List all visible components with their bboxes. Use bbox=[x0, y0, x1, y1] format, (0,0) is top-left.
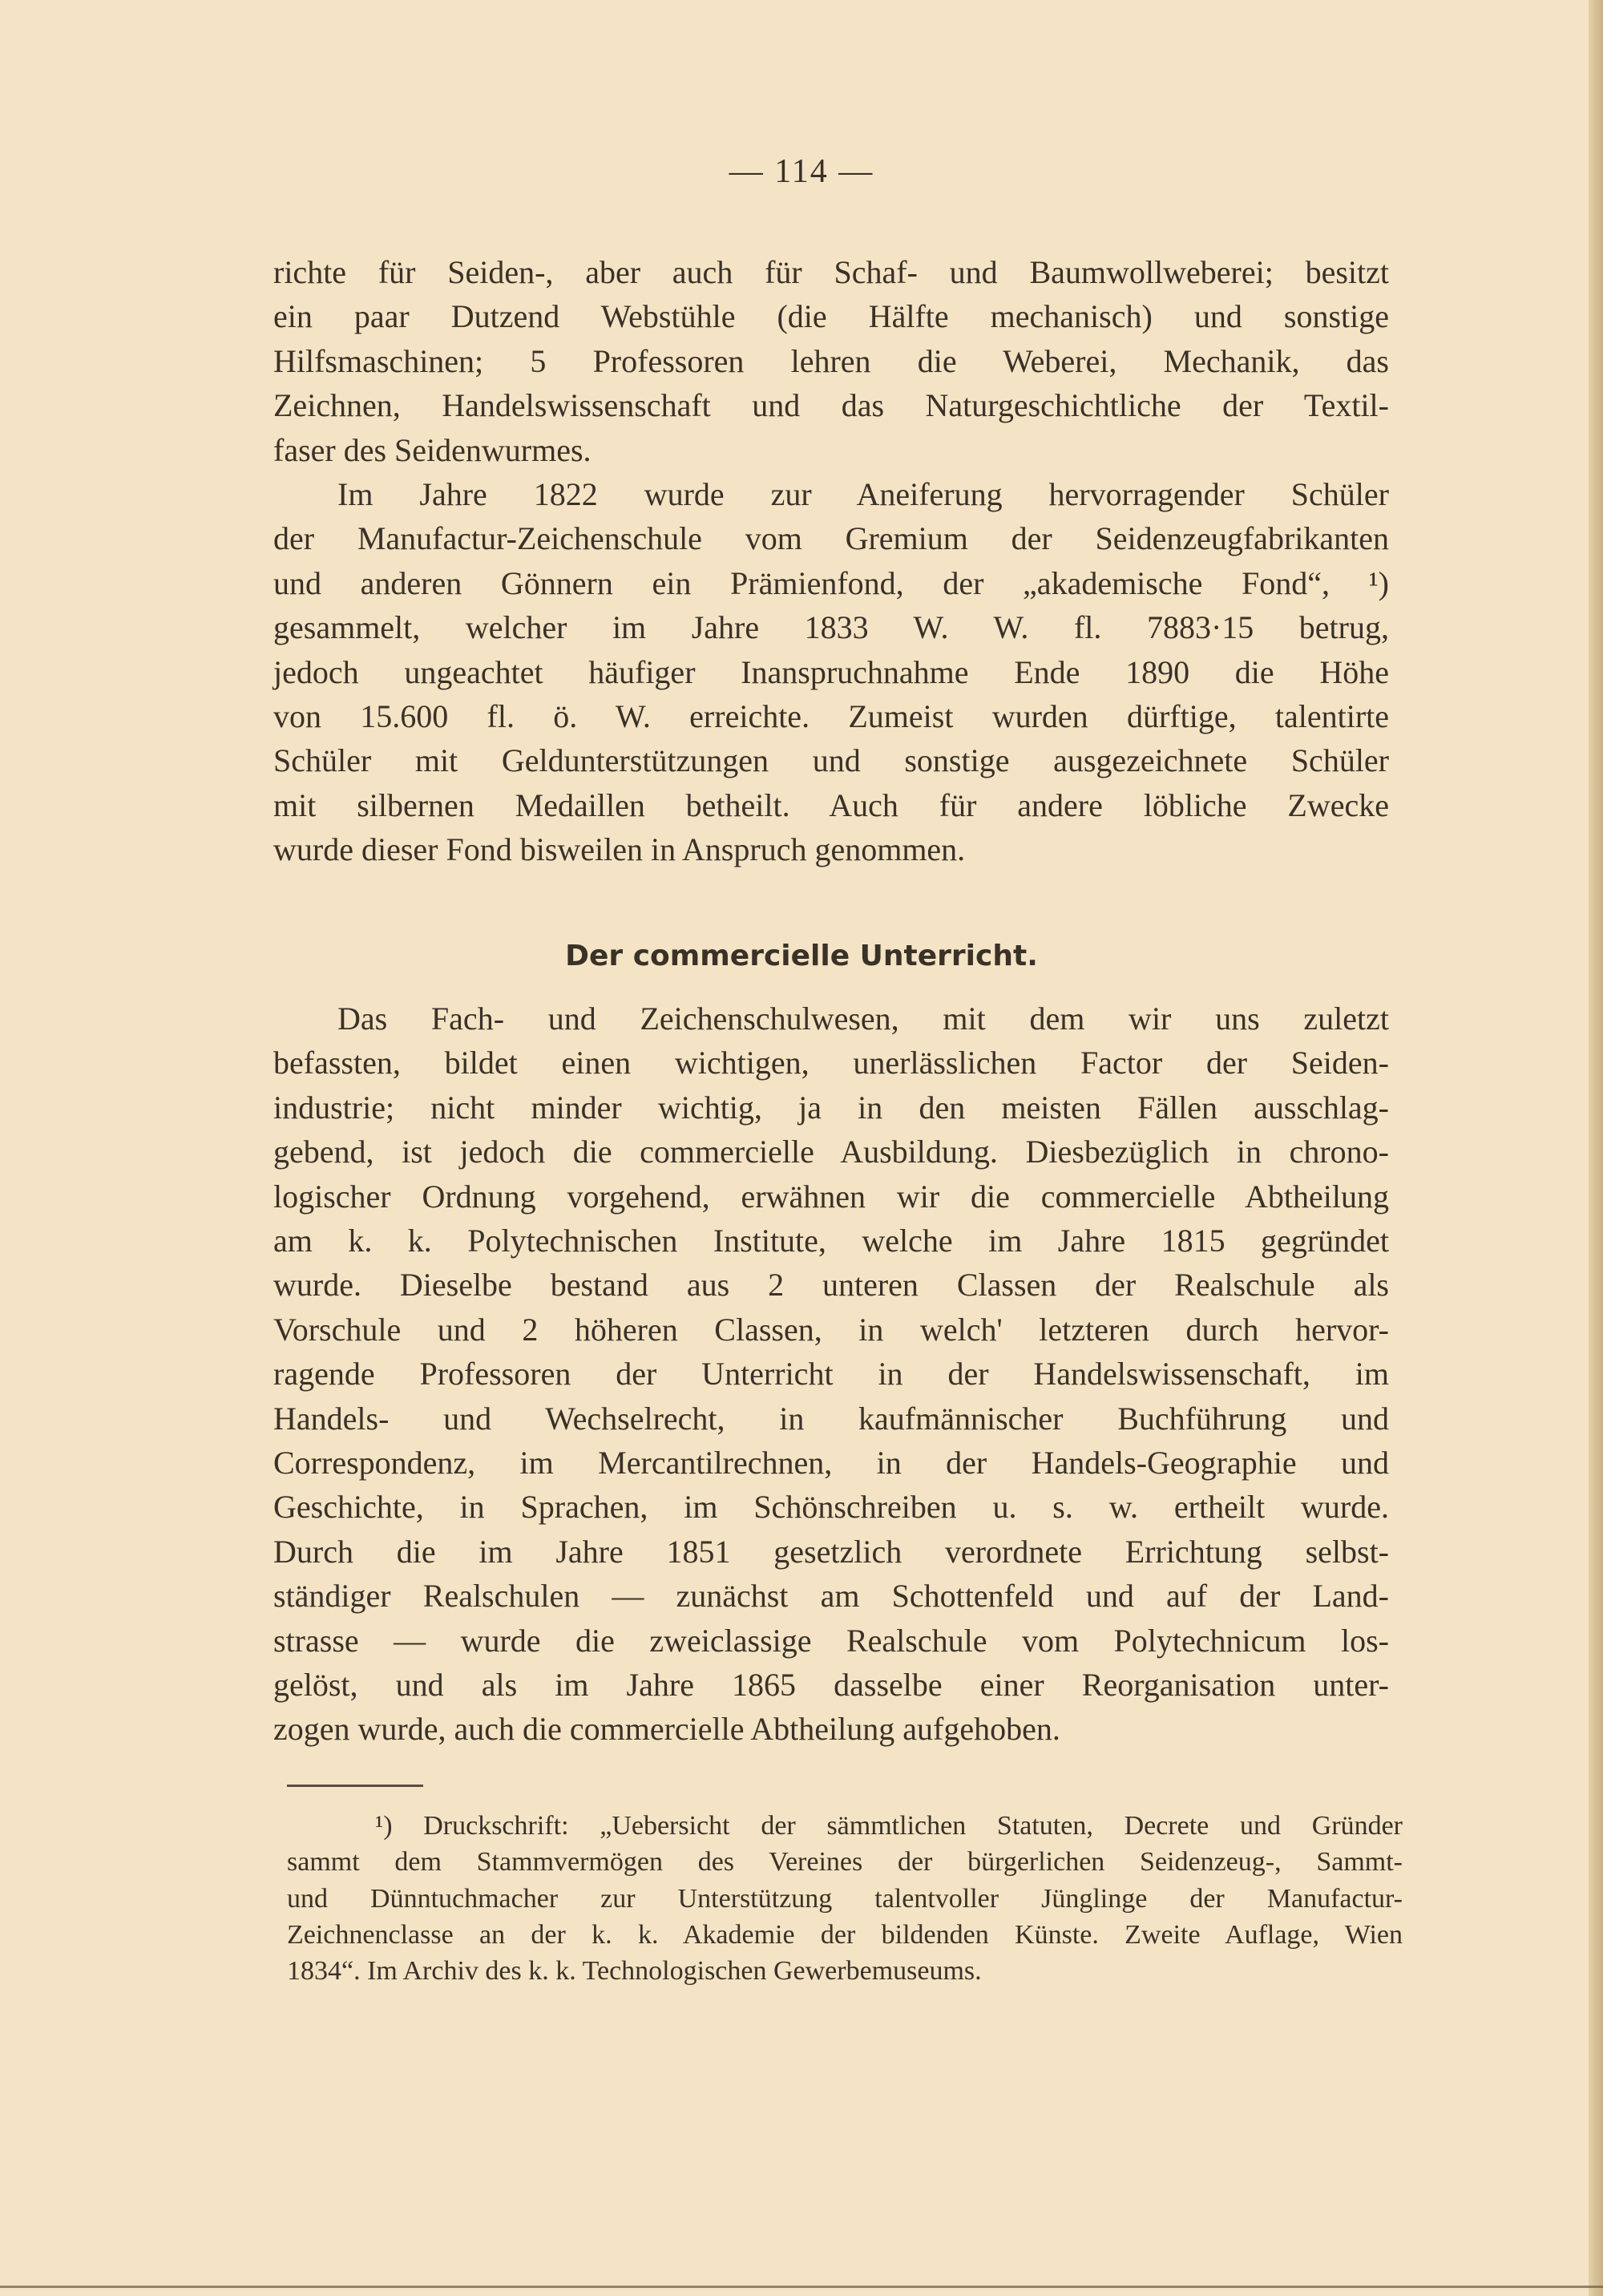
text-line: am k. k. Polytechnischen Institute, welche im Jahre 1815 gegründet bbox=[273, 1223, 1389, 1259]
footnote-line: sammt dem Stammvermögen des Vereines der bürgerlichen Seidenzeug-, Sammt- bbox=[287, 1847, 1403, 1878]
text-line: Vorschule und 2 höheren Classen, in welch' letzteren durch hervor- bbox=[273, 1311, 1389, 1348]
text-line: gesammelt, welcher im Jahre 1833 W. W. fl. 7883·15 betrug, bbox=[273, 609, 1389, 646]
text-line: ein paar Dutzend Webstühle (die Hälfte mechanisch) und sonstige bbox=[273, 298, 1389, 335]
text-line: wurde. Dieselbe bestand aus 2 unteren Classen der Realschule als bbox=[273, 1267, 1389, 1304]
text-line: industrie; nicht minder wichtig, ja in den meisten Fällen ausschlag- bbox=[273, 1089, 1389, 1126]
text-line: jedoch ungeachtet häufiger Inanspruchnahme Ende 1890 die Höhe bbox=[273, 653, 1389, 690]
text-line: richte für Seiden-, aber auch für Schaf- und Baumwollweberei; besitzt bbox=[273, 254, 1389, 290]
text-line: gebend, ist jedoch die commercielle Ausbildung. Diesbezüglich in chrono- bbox=[273, 1134, 1389, 1170]
text-line: Handels- und Wechselrecht, in kaufmännischer Buchführung und bbox=[273, 1400, 1389, 1437]
text-line: und anderen Gönnern ein Prämienfond, der „akademische Fond“, ¹) bbox=[273, 564, 1389, 601]
footnote-line: Zeichnenclasse an der k. k. Akademie der bildenden Künste. Zweite Auflage, Wien bbox=[287, 1919, 1403, 1950]
footnote-line: 1834“. Im Archiv des k. k. Technologischen Gewerbemuseums. bbox=[287, 1956, 982, 1987]
text-line: ständiger Realschulen — zunächst am Schottenfeld und auf der Land- bbox=[273, 1578, 1389, 1615]
section-heading: Der commercielle Unterricht. bbox=[565, 940, 1038, 972]
text-line: gelöst, und als im Jahre 1865 dasselbe einer Reorganisation unter- bbox=[273, 1667, 1389, 1703]
text-line: mit silbernen Medaillen betheilt. Auch für andere löbliche Zwecke bbox=[273, 786, 1389, 823]
text-line: strasse — wurde die zweiclassige Realschule vom Polytechnicum los- bbox=[273, 1622, 1389, 1659]
text-line: Durch die im Jahre 1851 gesetzlich verordnete Errichtung selbst- bbox=[273, 1533, 1389, 1570]
page-number: — 114 — bbox=[729, 153, 874, 190]
text-line: Hilfsmaschinen; 5 Professoren lehren die Weberei, Mechanik, das bbox=[273, 342, 1389, 379]
text-line: wurde dieser Fond bisweilen in Anspruch genommen. bbox=[273, 831, 966, 868]
text-line: von 15.600 fl. ö. W. erreichte. Zumeist wurden dürftige, talentirte bbox=[273, 698, 1389, 734]
text-line: Schüler mit Geldunterstützungen und sonstige ausgezeichnete Schüler bbox=[273, 742, 1389, 779]
text-line: Zeichnen, Handelswissenschaft und das Naturgeschichtliche der Textil- bbox=[273, 387, 1389, 424]
footnote-line: ¹) Druckschrift: „Uebersicht der sämmtlichen Statuten, Decrete und Gründer bbox=[375, 1811, 1403, 1841]
page-edge bbox=[1589, 0, 1603, 2296]
text-line: der Manufactur-Zeichenschule vom Gremium der Seidenzeugfabrikanten bbox=[273, 520, 1389, 557]
text-line: befassten, bildet einen wichtigen, unerlässlichen Factor der Seiden- bbox=[273, 1045, 1389, 1081]
footnote-line: und Dünntuchmacher zur Unterstützung talentvoller Jünglinge der Manufactur- bbox=[287, 1883, 1403, 1914]
page-bottom-border bbox=[0, 2286, 1603, 2288]
text-line: Correspondenz, im Mercantilrechnen, in der Handels-Geographie und bbox=[273, 1445, 1389, 1481]
text-line: logischer Ordnung vorgehend, erwähnen wir die commercielle Abtheilung bbox=[273, 1178, 1389, 1215]
text-line: Im Jahre 1822 wurde zur Aneiferung hervorragender Schüler bbox=[337, 476, 1389, 512]
text-line: zogen wurde, auch die commercielle Abtheilung aufgehoben. bbox=[273, 1711, 1060, 1748]
text-line: ragende Professoren der Unterricht in der Handelswissenschaft, im bbox=[273, 1356, 1389, 1393]
text-line: faser des Seidenwurmes. bbox=[273, 431, 592, 468]
text-line: Geschichte, in Sprachen, im Schönschreiben u. s. w. ertheilt wurde. bbox=[273, 1489, 1389, 1526]
footnote-divider bbox=[287, 1785, 423, 1787]
text-line: Das Fach- und Zeichenschulwesen, mit dem wir uns zuletzt bbox=[337, 1000, 1389, 1037]
